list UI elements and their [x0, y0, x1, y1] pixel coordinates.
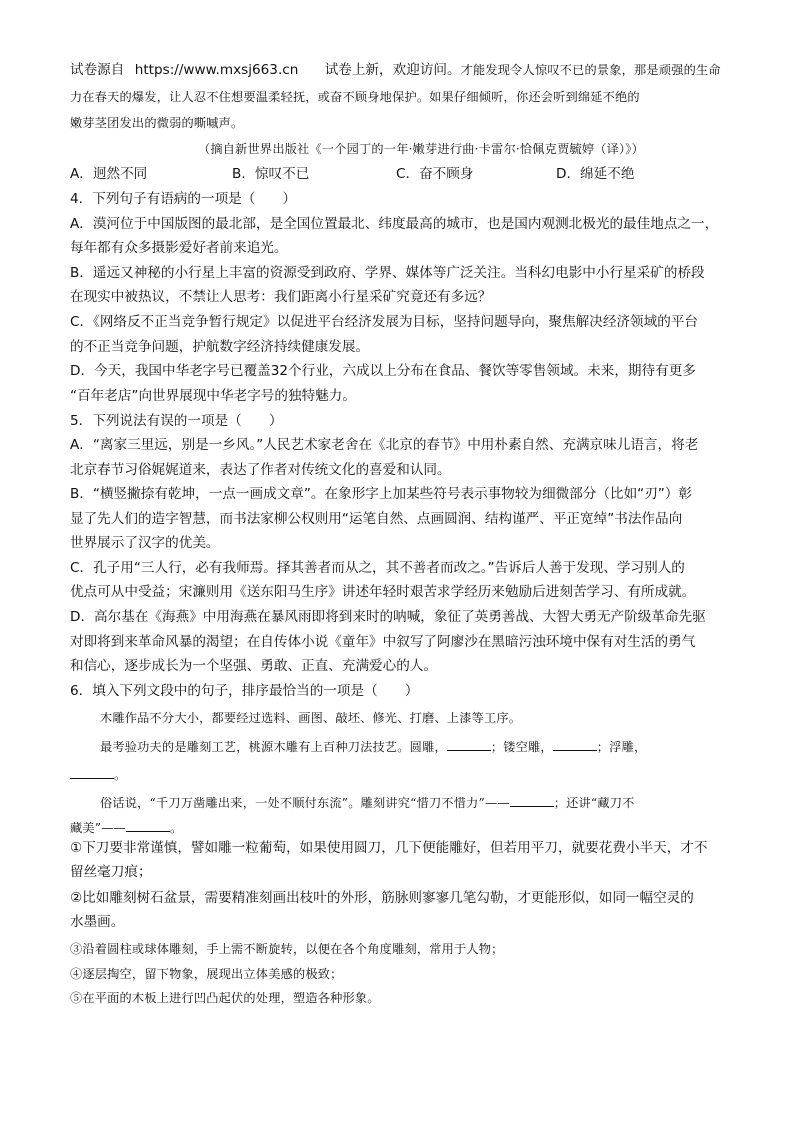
answer-blank[interactable] — [553, 736, 597, 751]
q6-paragraph-3-end — [70, 817, 730, 838]
passage-text: 才能发现令人惊叹不已的景象，那是顽强的生命 — [460, 63, 721, 77]
q3-option-b: B．惊叹不已 — [232, 166, 310, 182]
q6-item-2: ②比如雕刻树石盆景，需要精准刻画出枝叶的外形，筋脉则寥寥几笔勾勒，才更能形似，如同一幅空灵的 — [70, 890, 694, 906]
q6-text: ；镂空雕， — [490, 740, 553, 754]
q3-option-d: D．绵延不绝 — [556, 166, 635, 182]
q4-line: 每年都有众多摄影爱好者前来追光。 — [70, 240, 288, 256]
q5-line: A．“离家三里远，别是一乡风。”人民艺术家老舍在《北京的春节》中用朴素自然、充满京味儿语言，将老 — [70, 437, 699, 453]
passage-citation: （摘自新世界出版社《一个园丁的一年·嫩芽进行曲·卡雷尔·恰佩克贾毓婷（译）》） — [198, 142, 644, 156]
q6-paragraph-1: 木雕作品不分大小，都要经过选料、画图、敲坯、修光、打磨、上漆等工序。 — [100, 711, 522, 725]
q6-item-2-cont: 水墨画。 — [70, 914, 125, 930]
q5-line: B．“横竖撇捺有乾坤，一点一画成文章”。在象形字上加某些符号表示事物较为细微部分（比如“刃”）彰 — [70, 486, 693, 502]
answer-blank[interactable] — [447, 736, 491, 751]
q6-text: 。 — [169, 821, 183, 835]
answer-blank[interactable] — [126, 817, 170, 832]
source-suffix: 试卷上新，欢迎访问。 — [324, 62, 461, 78]
q4-stem: 4．下列句子有语病的一项是（ ） — [70, 191, 297, 207]
q6-paragraph-3 — [100, 792, 760, 813]
q4-line: D．今天，我国中华老字号已覆盖32个行业，六成以上分布在食品、餐饮等零售领域。未来，期待有更多 — [70, 363, 696, 379]
q6-text: 藏美”—— — [70, 821, 126, 835]
q5-line: 显了先人们的造字智慧，而书法家柳公权则用“运笔自然、点画圆润、结构谨严、平正宽绰”书法作品向 — [70, 511, 683, 527]
source-url[interactable]: https://www.mxsj663.cn — [134, 62, 299, 78]
q5-line: 对即将到来革命风暴的渴望；在自传体小说《童年》中叙写了阿廖沙在黑暗污浊环境中保有对生活的勇气 — [70, 634, 696, 650]
q6-item-5: ⑤在平面的木板上进行凹凸起伏的处理，塑造各种形象。 — [70, 991, 380, 1005]
answer-blank[interactable] — [510, 792, 554, 807]
q6-stem: 6．填入下列文段中的句子，排序最恰当的一项是（ ） — [70, 683, 419, 699]
q6-text: 。 — [114, 768, 127, 782]
q5-line: 优点可从中受益；宋濂则用《送东阳马生序》讲述年轻时艰苦求学经历来勉励后进刻苦学习、有所成就。 — [70, 584, 696, 600]
q5-line: 世界展示了汉字的优美。 — [70, 535, 220, 551]
passage-line-1 — [70, 60, 730, 80]
q6-text: 最考验功夫的是雕刻工艺，桃源木雕有上百种刀法技艺。圆雕， — [100, 740, 447, 754]
q5-stem: 5．下列说法有误的一项是（ ） — [70, 413, 283, 429]
q4-line: 的不正当竞争问题，护航数字经济持续健康发展。 — [70, 339, 370, 355]
q6-item-3: ③沿着圆柱或球体雕刻，手上需不断旋转，以便在各个角度雕刻，常用于人物； — [70, 942, 504, 956]
passage-line-3: 嫩芽茎团发出的微弱的嘶嘁声。 — [70, 116, 244, 130]
passage-line-2: 力在春天的爆发，让人忍不住想要温柔轻抚，或奋不顾身地保护。如果仔细倾听，你还会听到绵延不绝的 — [70, 90, 640, 104]
q4-line: C．《网络反不正当竞争暂行规定》以促进平台经济发展为目标，坚持问题导向，聚焦解决经济领域的平台 — [70, 314, 699, 330]
q6-paragraph-2 — [100, 736, 760, 757]
q4-line: “百年老店”向世界展现中华老字号的独特魅力。 — [70, 388, 356, 404]
answer-blank[interactable] — [70, 764, 114, 779]
q3-option-a: A．迥然不同 — [70, 166, 148, 182]
q5-line: D．高尔基在《海燕》中用海燕在暴风雨即将到来时的呐喊，象征了英勇善战、大智大勇无产阶级革命先驱 — [70, 609, 706, 625]
q5-line: C．孔子用“三人行，必有我师焉。择其善者而从之，其不善者而改之。”告诉后人善于发现、学习别人的 — [70, 560, 685, 576]
q6-item-1: ①下刀要非常谨慎，譬如雕一粒葡萄，如果使用圆刀，几下便能雕好，但若用平刀，就要花费小半天，才不 — [70, 840, 708, 856]
source-prefix: 试卷源自 — [70, 62, 125, 78]
q5-line: 和信心，逐步成长为一个坚强、勇敢、正直、充满爱心的人。 — [70, 658, 438, 674]
q4-line: B．遥远又神秘的小行星上丰富的资源受到政府、学界、媒体等广泛关注。当科幻电影中小行星采矿的桥段 — [70, 265, 705, 281]
q6-text: ；还讲“藏刀不 — [553, 796, 635, 810]
q6-item-4: ④逐层掏空，留下物象，展现出立体美感的极致； — [70, 967, 343, 981]
q4-line: A．漠河位于中国版图的最北部，是全国位置最北、纬度最高的城市，也是国内观测北极光的最佳地点之一， — [70, 216, 719, 232]
q3-options — [70, 164, 730, 184]
q6-text: 俗话说，“千刀万凿雕出来，一处不顺付东流”。雕刻讲究“惜刀不惜力”—— — [100, 796, 510, 810]
q5-line: 北京春节习俗娓娓道来，表达了作者对传统文化的喜爱和认同。 — [70, 462, 451, 478]
q3-option-c: C．奋不顾身 — [396, 166, 474, 182]
q6-item-1-cont: 留丝毫刀痕； — [70, 864, 152, 880]
q6-paragraph-2-end — [70, 764, 730, 785]
q6-text: ；浮雕， — [596, 740, 647, 754]
q4-line: 在现实中被热议，不禁让人思考：我们距离小行星采矿究竟还有多远？ — [70, 289, 492, 305]
